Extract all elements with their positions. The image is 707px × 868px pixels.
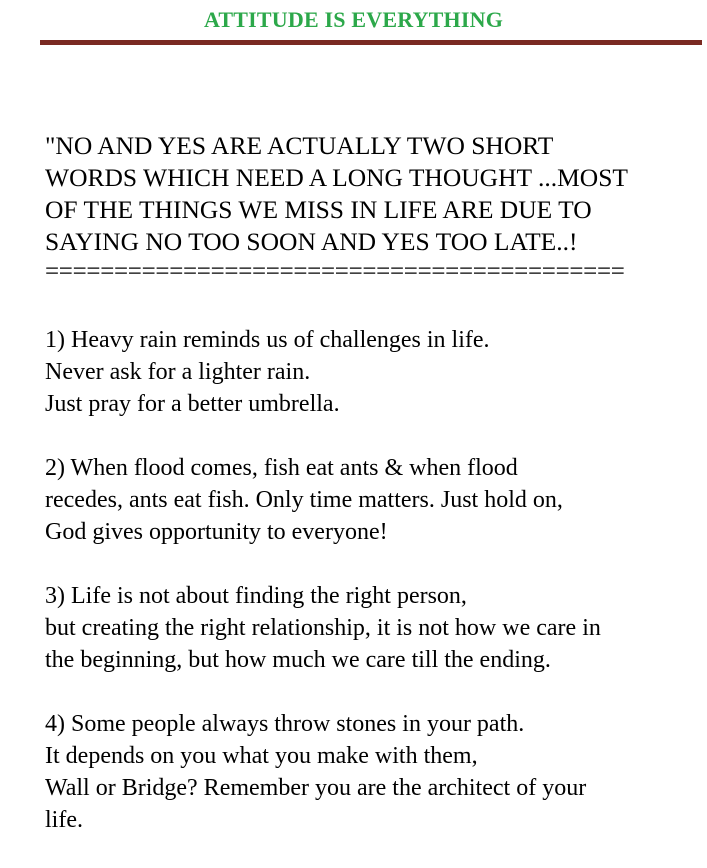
points-list xyxy=(45,324,705,868)
quote-line: "NO AND YES ARE ACTUALLY TWO SHORT xyxy=(45,131,554,160)
point-line: the beginning, but how much we care till the ending. xyxy=(45,647,551,673)
page-title: ATTITUDE IS EVERYTHING xyxy=(203,7,504,32)
quote-line: WORDS WHICH NEED A LONG THOUGHT ...MOST xyxy=(45,163,628,192)
point-line: 2) When flood comes, fish eat ants & when flood xyxy=(45,455,518,481)
point-line: recedes, ants eat fish. Only time matters. Just hold on, xyxy=(45,487,563,513)
point-line: but creating the right relationship, it is not how we care in xyxy=(45,615,601,641)
point-line: 3) Life is not about finding the right person, xyxy=(45,583,467,609)
list-item xyxy=(45,708,705,836)
list-item xyxy=(45,324,705,420)
point-line: Never ask for a lighter rain. xyxy=(45,359,311,385)
quote-line: OF THE THINGS WE MISS IN LIFE ARE DUE TO xyxy=(45,195,592,224)
list-item xyxy=(45,580,705,676)
quote-line: SAYING NO TOO SOON AND YES TOO LATE..! xyxy=(45,227,578,256)
list-item xyxy=(45,452,705,548)
title-underline xyxy=(40,40,702,45)
point-line: Wall or Bridge? Remember you are the architect of your xyxy=(45,775,587,801)
point-line: 1) Heavy rain reminds us of challenges in life. xyxy=(45,327,490,353)
point-line: 4) Some people always throw stones in your path. xyxy=(45,711,525,737)
point-line: Just pray for a better umbrella. xyxy=(45,391,340,417)
point-line: It depends on you what you make with them, xyxy=(45,743,478,769)
quote-block xyxy=(45,130,700,258)
point-line: life. xyxy=(45,807,83,833)
point-line: God gives opportunity to everyone! xyxy=(45,519,388,545)
equals-divider: ========================================== xyxy=(45,258,625,285)
